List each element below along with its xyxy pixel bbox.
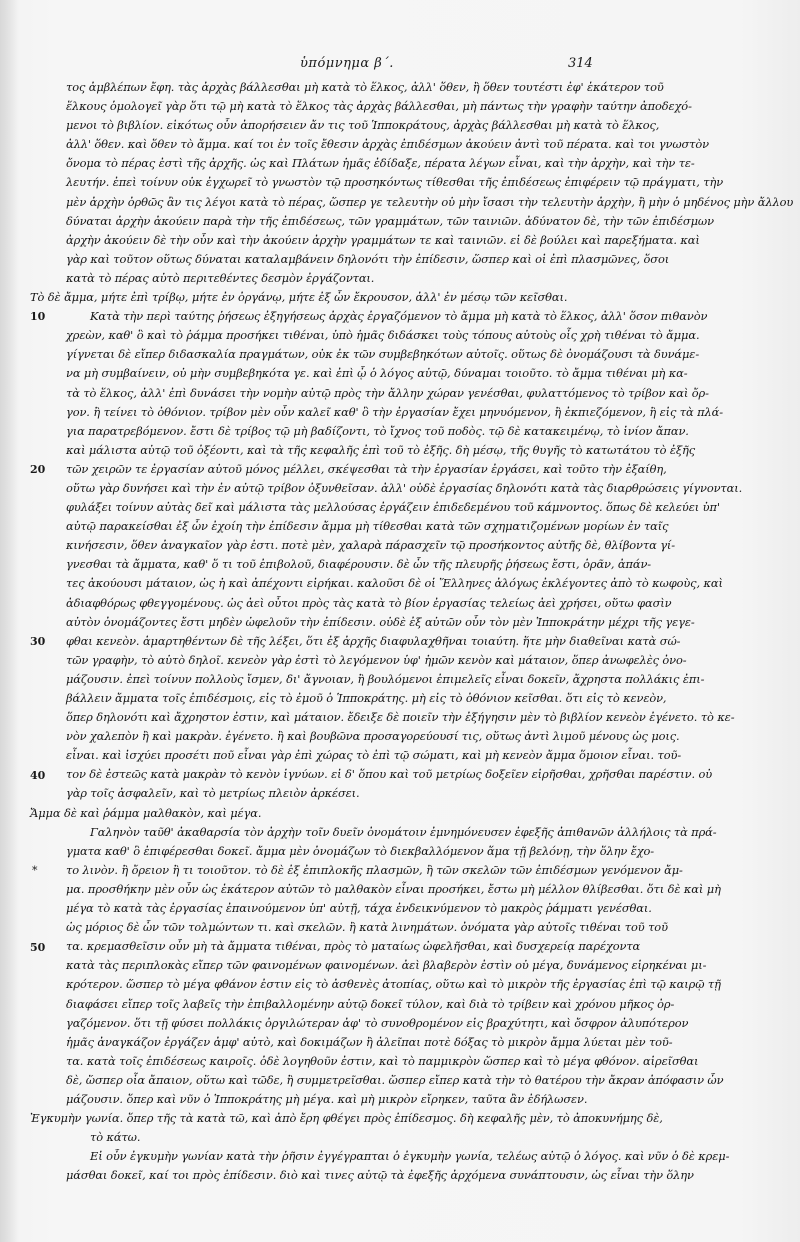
text-line: φυλάξει τοίνυν αὐτὰς δεῖ καὶ μάλιστα τὰς μελλούσας ἐργάζειν ἐπιδεδεμένου τοῦ κάμνοντος. ὅπως δὲ κελεύει ὑπ': [66, 500, 720, 515]
text-line: μέγα τὸ κατὰ τὰς ἐργασίας ἐπαινούμενον ὑπ' αὐτῇ, τάχα ἐνδεικνύμενον τὸ μακρὸς ῥάμματι γενέσθαι.: [66, 901, 652, 916]
text-line: αὐτὸν ὀνομάζοντες ἔστι μηδὲν ὠφελοῦν τὴν ἐπίδεσιν. οὐδὲ ἐξ αὐτῶν οὖν τὸν μὲν Ἱπποκράτην μέχρι τῆς γεγε-: [66, 614, 695, 629]
text-line: εἶναι. καὶ ἰσχύει προσέτι ποῦ εἶναι γὰρ ἐπὶ χώρας τὸ ἐπὶ τῷ σώματι, καὶ μὴ κενεὸν ἄμμα ὅμοιον εἶναι. τοῦ-: [66, 748, 682, 763]
text-line: τῶν χειρῶν τε ἐργασίαν αὐτοῦ μόνος μέλλει, σκέψεσθαι τὰ τὴν ἐργασίαν ἐργάσει, καὶ τοῦτο τὴν ἐξαίθη,: [66, 461, 667, 476]
text-line: μα. προσθήκην μὲν οὖν ὡς ἑκάτερον αὐτῶν τὸ μαλθακὸν εἶναι προσήκει, ἔστω μὴ μέλλον θλίβεσθαι. ὅτι δὲ καὶ μὴ: [66, 881, 721, 896]
text-line: κατὰ τὸ πέρας αὐτὸ περιτεθέντες δεσμὸν ἐργάζονται.: [66, 270, 375, 285]
text-line: τα. κατὰ τοῖς ἐπιδέσεως καιροῖς. ὀδὲ λογηθοῦν ἐστιν, καὶ τὸ παμμικρὸν ὥσπερ καὶ τὸ μέγα φθόνον. αἱρεῖσθαι: [66, 1053, 699, 1068]
page-number: 314: [568, 56, 593, 71]
text-line: τὰ τὸ ἕλκος, ἀλλ' ἐπὶ δυνάσει τὴν νομὴν αὐτῷ πρὸς τὴν ἄλλην χώραν γενέσθαι, φυλαττόμενος τὸ τρίβον καὶ ὄρ-: [66, 385, 709, 400]
text-line: μάσθαι δοκεῖ, καί τοι πρὸς ἐπίδεσιν. διὸ καὶ τινες αὐτῷ τὰ ἐφεξῆς ἀρχόμενα συνάπτουσιν, ὡς εἶναι τὴν ὅλην: [66, 1168, 694, 1183]
margin-line-number: 40: [30, 768, 46, 782]
text-line: Τὸ δὲ ἄμμα, μήτε ἐπὶ τρίβῳ, μήτε ἐν ὀργάνῳ, μήτε ἐξ ὧν ἔκρουσον, ἀλλ' ἐν μέσῳ τῶν κεῖσθαι.: [30, 290, 568, 305]
text-line: γὰρ καὶ τοῦτον οὕτως δύναται καταλαμβάνειν δηλονότι τὴν ἐπίδεσιν, ὥσπερ καὶ οἱ ἐπὶ πλασμῶνες, ὅσοι: [66, 251, 670, 266]
text-line: μάζουσιν. ἐπεὶ τοίνυν πολλοὺς ἴσμεν, δι' ἄγνοιαν, ἢ βουλόμενοι ἐπιμελεῖς εἶναι δοκεῖν, ἄχρηστα πολλάκις ἐπι-: [66, 671, 705, 686]
running-head: [0, 56, 800, 76]
margin-mark: *: [32, 864, 38, 878]
text-line: γαζόμενον. ὅτι τῇ φύσει πολλάκις ὀργιλώτεραν ἀφ' τὸ συνοθρομένον εἰς βραχύτητι, καὶ ὄσφρον ἀλυπότερον: [66, 1015, 689, 1030]
text-line: μὲν ἀρχὴν ὀρθῶς ἂν τις λέγοι κατὰ τὸ πέρας, ὥσπερ γε τελευτὴν οὐ μὴν ἴσασι τὴν τελευτὴν ἀρχὴν, ἢ μὴν ὁ μηδένος μὴν ἄλλου: [66, 194, 794, 209]
text-line: γίγνεται δὲ εἴπερ διδασκαλία πραγμάτων, οὐκ ἐκ τῶν συμβεβηκότων αὐτοῖς. οὕτως δὲ ὀνομάζουσι τὰ δυνάμε-: [66, 347, 700, 362]
text-line: τες ἀκούουσι μάταιον, ὡς ἡ καὶ ἀπέχοντι εἰρήκαι. καλοῦσι δὲ οἱ Ἕλληνες ἀλόγως ἐκλέγοντες ἀπὸ τὸ κωφοὺς, καὶ: [66, 576, 723, 591]
text-line: ἡμᾶς ἀναγκάζον ἐργάζεν ἀμφ' αὐτὸ, καὶ δοκιμάζων ἢ ἀλεῖπαι ποτὲ δόξας τὸ μικρὸν ἄμμα λύεται μὲν τοῦ-: [66, 1034, 673, 1049]
text-line: φθαι κενεὸν. ἁμαρτηθέντων δὲ τῆς λέξει, ὅτι ἐξ ἀρχῆς διαφυλαχθῆναι τοιαύτη. ἥτε μὴν διαθεῖναι κατὰ σώ-: [66, 633, 681, 648]
text-line: ὄνομα τὸ πέρας ἐστὶ τῆς ἀρχῆς. ὡς καὶ Πλάτων ἡμᾶς ἐδίδαξε, πέρατα λέγων εἶναι, καὶ τὴν ἀρχὴν, καὶ τὴν τε-: [66, 156, 695, 171]
text-line: Κατὰ τὴν περὶ ταύτης ῥήσεως ἐξηγήσεως ἀρχὰς ἐργαζόμενον τὸ ἄμμα μὴ κατὰ τὸ ἕλκος, ἀλλ' ὅσον πιθανὸν: [90, 309, 708, 324]
text-line: γνεσθαι τὰ ἄμματα, καθ' ὅ τι τοῦ ἐπιβολοῦ, διαφέρουσιν. δὲ ὧν τῆς πλευρῆς ῥήσεως ἔστι, ὁρᾶν, ἀπάν-: [66, 557, 652, 572]
text-line: τος ἀμβλέπων ἔφη. τὰς ἀρχὰς βάλλεσθαι μὴ κατὰ τὸ ἕλκος, ἀλλ' ὅθεν, ἢ ὅθεν τουτέστι ἐφ' ἑκάτερον τοῦ: [66, 80, 664, 94]
text-line: Ἐγκυμὴν γωνία. ὅπερ τῆς τὰ κατὰ τῶ, καὶ ἀπὸ ἔρη φθέγει πρὸς ἐπίδεσμος. δὴ κεφαλῆς μὲν, τὸ ἀποκυνήμης δὲ,: [30, 1111, 663, 1126]
text-line: ὅπερ δηλονότι καὶ ἄχρηστον ἐστιν, καὶ μάταιον. ἔδειξε δὲ ποιεῖν τὴν ἐξήγησιν μὲν τὸ βιβλίον κενεὸν ἐγένετο. τὸ κε-: [66, 710, 735, 725]
text-line: Γαληνὸν ταῦθ' ἀκαθαρσία τὸν ἀρχὴν τοῖν δυεῖν ὀνομάτοιν ἐμνημόνευσεν ἐφεξῆς ἀπιθανῶν ἀλλήλοις τὰ πρά-: [90, 824, 717, 839]
text-line: γον. ἢ τείνει τὸ ὀθόνιον. τρίβον μὲν οὖν καλεῖ καθ' ὃ τὴν ἐργασίαν ἔχει μηνυόμενον, ἢ ἐκπιεζόμενον, ἢ εἰς τὰ πλά-: [66, 404, 723, 419]
text-line: μάζουσιν. ὅπερ καὶ νῦν ὁ Ἱπποκράτης μὴ μέγα. καὶ μὴ μικρὸν εἴρηκεν, ταῦτα ἂν ἐδήλωσεν.: [66, 1091, 588, 1106]
text-line: γματα καθ' ὃ ἐπιφέρεσθαι δοκεῖ. ἄμμα μὲν ὀνομάζων τὸ διεκβαλλόμενον ἅμα τῇ βελόνῃ, τὴν ὅλην ἔχο-: [66, 843, 655, 858]
text-line: τὸ κάτω.: [90, 1130, 141, 1145]
text-line: Ἄμμα δὲ καὶ ῥάμμα μαλθακὸν, καὶ μέγα.: [30, 805, 262, 820]
text-line: για παρατρεβόμενον. ἔστι δὲ τρίβος τῷ μὴ βαδίζοντι, τὸ ἴχνος τοῦ ποδὸς. τῷ δὲ κατακειμένῳ, τὸ ἰνίον ἄπαν.: [66, 423, 689, 438]
text-line: λευτήν. ἐπεὶ τοίνυν οὐκ ἐγχωρεῖ τὸ γνωστὸν τῷ προσηκόντως τίθεσθαι τῆς ἐπιδέσεως ἐπιφέρειν τῷ πράγματι, τὴν: [66, 175, 724, 190]
text-line: γὰρ τοῖς ἀσφαλεῖν, καὶ τὸ μετρίως πλειὸν ἀρκέσει.: [66, 786, 360, 801]
text-line: δύναται ἀρχὴν ἀκούειν παρὰ τὴν τῆς ἐπιδέσεως, τῶν γραμμάτων, τῶν ταινιῶν. ἀδύνατον δὲ, τὴν τῶν ἐπιδέσμων: [66, 213, 714, 228]
text-line: οὕτω γὰρ δυνήσει καὶ τὴν ἐν αὐτῷ τρίβον ὀξυνθεῖσαν. ἀλλ' οὐδὲ ἐργασίας δηλονότι κατὰ τὰς διαρθρώσεις γίγνονται.: [66, 480, 743, 495]
text-line: ἀδιαφθόρως φθεγγομένους. ὡς ἀεὶ οὗτοι πρὸς τὰς κατὰ τὸ βίον ἐργασίας τελείως ἀεὶ χρήσει, οὕτω φασὶν: [66, 595, 672, 610]
text-line: το λινὸν. ἢ ὄρειον ἢ τι τοιοῦτον. τὸ δὲ ἐξ ἐπιπλοκῆς πλασμῶν, ἢ τῶν σκελῶν τῶν ἐπιδέσμων γενόμενον ἄμ-: [66, 862, 683, 877]
text-line: δὲ, ὥσπερ οἷα ἄπαιον, οὕτω καὶ τῶδε, ἢ συμμετρεῖσθαι. ὥσπερ εἴπερ κατὰ τὴν τὸ θατέρου τὴν ἄκραν ἀπόφασιν ὧν: [66, 1072, 724, 1087]
running-title: ὑπόμνημα β΄.: [300, 56, 394, 71]
text-line: νὸν χαλεπὸν ἢ καὶ μακρὰν. ἐγένετο. ἢ καὶ βουβῶνα προσαγορεύουσί τις, οὕτως ἀντὶ λιμοῦ μένους ὡς μοις.: [66, 729, 680, 744]
text-line: τον δὲ ἐστεῶς κατὰ μακρὰν τὸ κενὸν ἰγνύων. εἰ δ' ὅπου καὶ τοῦ μετρίως δοξεῖεν εἰρῆσθαι, χρῆσθαι παρέστιν. οὐ: [66, 767, 713, 782]
margin-line-number: 30: [30, 634, 46, 648]
text-line: καὶ μάλιστα αὐτῷ τοῦ ὀξέοντι, καὶ τὰ τῆς κεφαλῆς ἐπὶ τοῦ τὸ ἐξῆς. δὴ μέσῳ, τῆς θυγῆς τὸ κατωτάτου τὸ ἐξῆς: [66, 442, 696, 457]
text-line: διαφάσει εἴπερ τοῖς λαβεῖς τὴν ἐπιβαλλομένην αὐτῷ δοκεῖ τύλον, καὶ διὰ τὸ τρίβειν καὶ χρόνου μῆκος ὀρ-: [66, 996, 675, 1011]
text-line: ἕλκους ὁμολογεῖ γὰρ ὅτι τῷ μὴ κατὰ τὸ ἕλκος τὰς ἀρχὰς βάλλεσθαι, μὴ πάντως τὴν γραφὴν ταύτην ἀποδεχό-: [66, 99, 692, 114]
margin-line-number: 10: [30, 310, 46, 324]
margin-line-number: 20: [30, 463, 46, 476]
text-line: βάλλειν ἄμματα τοῖς ἐπιδέσμοις, εἰς τὸ ἐμοῦ ὁ Ἱπποκράτης. μὴ εἰς τὸ ὀθόνιον κεῖσθαι. ὅτι εἰς τὸ κενεὸν,: [66, 691, 667, 705]
text-line: τα. κρεμασθεῖσιν οὖν μὴ τὰ ἄμματα τιθέναι, πρὸς τὸ ματαίως ὠφελῆσθαι, καὶ δυσχερείᾳ παρέχοντα: [66, 939, 641, 954]
text-line: μενοι τὸ βιβλίον. εἰκότως οὖν ἀπορήσειεν ἄν τις τοῦ Ἱπποκράτους, ἀρχὰς βάλλεσθαι μὴ κατὰ τὸ ἕλκος,: [66, 118, 660, 133]
text-line: Εἰ οὖν ἐγκυμὴν γωνίαν κατὰ τὴν ῥῆσιν ἐγγέγραπται ὁ ἐγκυμὴν γωνία, τελέως αὐτῷ ὁ λόγος. καὶ νῦν ὁ δὲ κρεμ-: [90, 1149, 730, 1164]
text-line: ὡς μόριος δὲ ὧν τῶν τολμώντων τι. καὶ σκελῶν. ἢ κατὰ λινημάτων. ὀνόματα γὰρ αὐτοῖς τιθέναι τοῦ τοῦ: [66, 920, 668, 935]
text-line: αὐτῷ παρακείσθαι ἐξ ὧν ἐχοίη τὴν ἐπίδεσιν ἄμμα μὴ τίθεσθαι κατὰ τῶν σχηματιζομένων μορίων ἐν ταῖς: [66, 519, 669, 534]
text-line: ἀλλ' ὅθεν. καὶ ὅθεν τὸ ἄμμα. καί τοι ἐν τοῖς ἔθεσιν ἀρχὰς ἐπιδέσμων ἀκούειν ἀντὶ τοῦ πέρατα. καὶ τοι γνωστὸν: [66, 137, 709, 152]
text-line: χρεὼν, καθ' ὃ καὶ τὸ ῥάμμα προσήκει τιθέναι, ὑπὸ ἡμᾶς διδάσκει τοὺς τόπους αὐτοὺς οἷς χρὴ τιθέναι τὸ ἄμμα.: [66, 328, 700, 343]
text-line: να μὴ συμβαίνειν, οὐ μὴν συμβεβηκότα γε. καὶ ἐπὶ ᾧ ὁ λόγος αὐτῷ, δύναμαι τοιοῦτο. τὸ ἄμμα τιθέναι μὴ κα-: [66, 366, 688, 381]
text-line: ἀρχὴν ἀκούειν δὲ τὴν οὖν καὶ τὴν ἀκούειν ἀρχὴν γραμμάτων τε καὶ ταινιῶν. εἰ δὲ βούλει καὶ παρεξήματα. καὶ: [66, 232, 700, 247]
text-line: κρότερον. ὥσπερ τὸ μέγα φθάνον ἐστιν εἰς τὸ ἀσθενὲς ἀτοπίας, οὕτω καὶ τὸ μικρὸν τῆς ἐργασίας ἐπὶ τῷ καιρῷ τῇ: [66, 977, 721, 992]
text-line: κατὰ τὰς περιπλοκὰς εἴπερ τῶν φαινομένων φαινομένων. ἀεὶ βλαβερὸν ἐστὶν οὐ μέγα, δυνάμενος εἰρηκέναι μι-: [66, 958, 707, 973]
text-line: τῶν γραφὴν, τὸ αὐτὸ δηλοῖ. κενεὸν γὰρ ἐστὶ τὸ λεγόμενον ὑφ' ἡμῶν κενὸν καὶ μάταιον, ὅπερ ἀνωφελὲς ὀνο-: [66, 652, 687, 667]
margin-line-number: 50: [30, 940, 46, 954]
text-line: κινήσεσιν, ὅθεν ἀναγκαῖον γὰρ ἐστι. ποτὲ μὲν, χαλαρὰ πάρασχεῖν τῷ προσήκοντος αὐτῆς δὲ, θλίβοντα γί-: [66, 538, 676, 553]
